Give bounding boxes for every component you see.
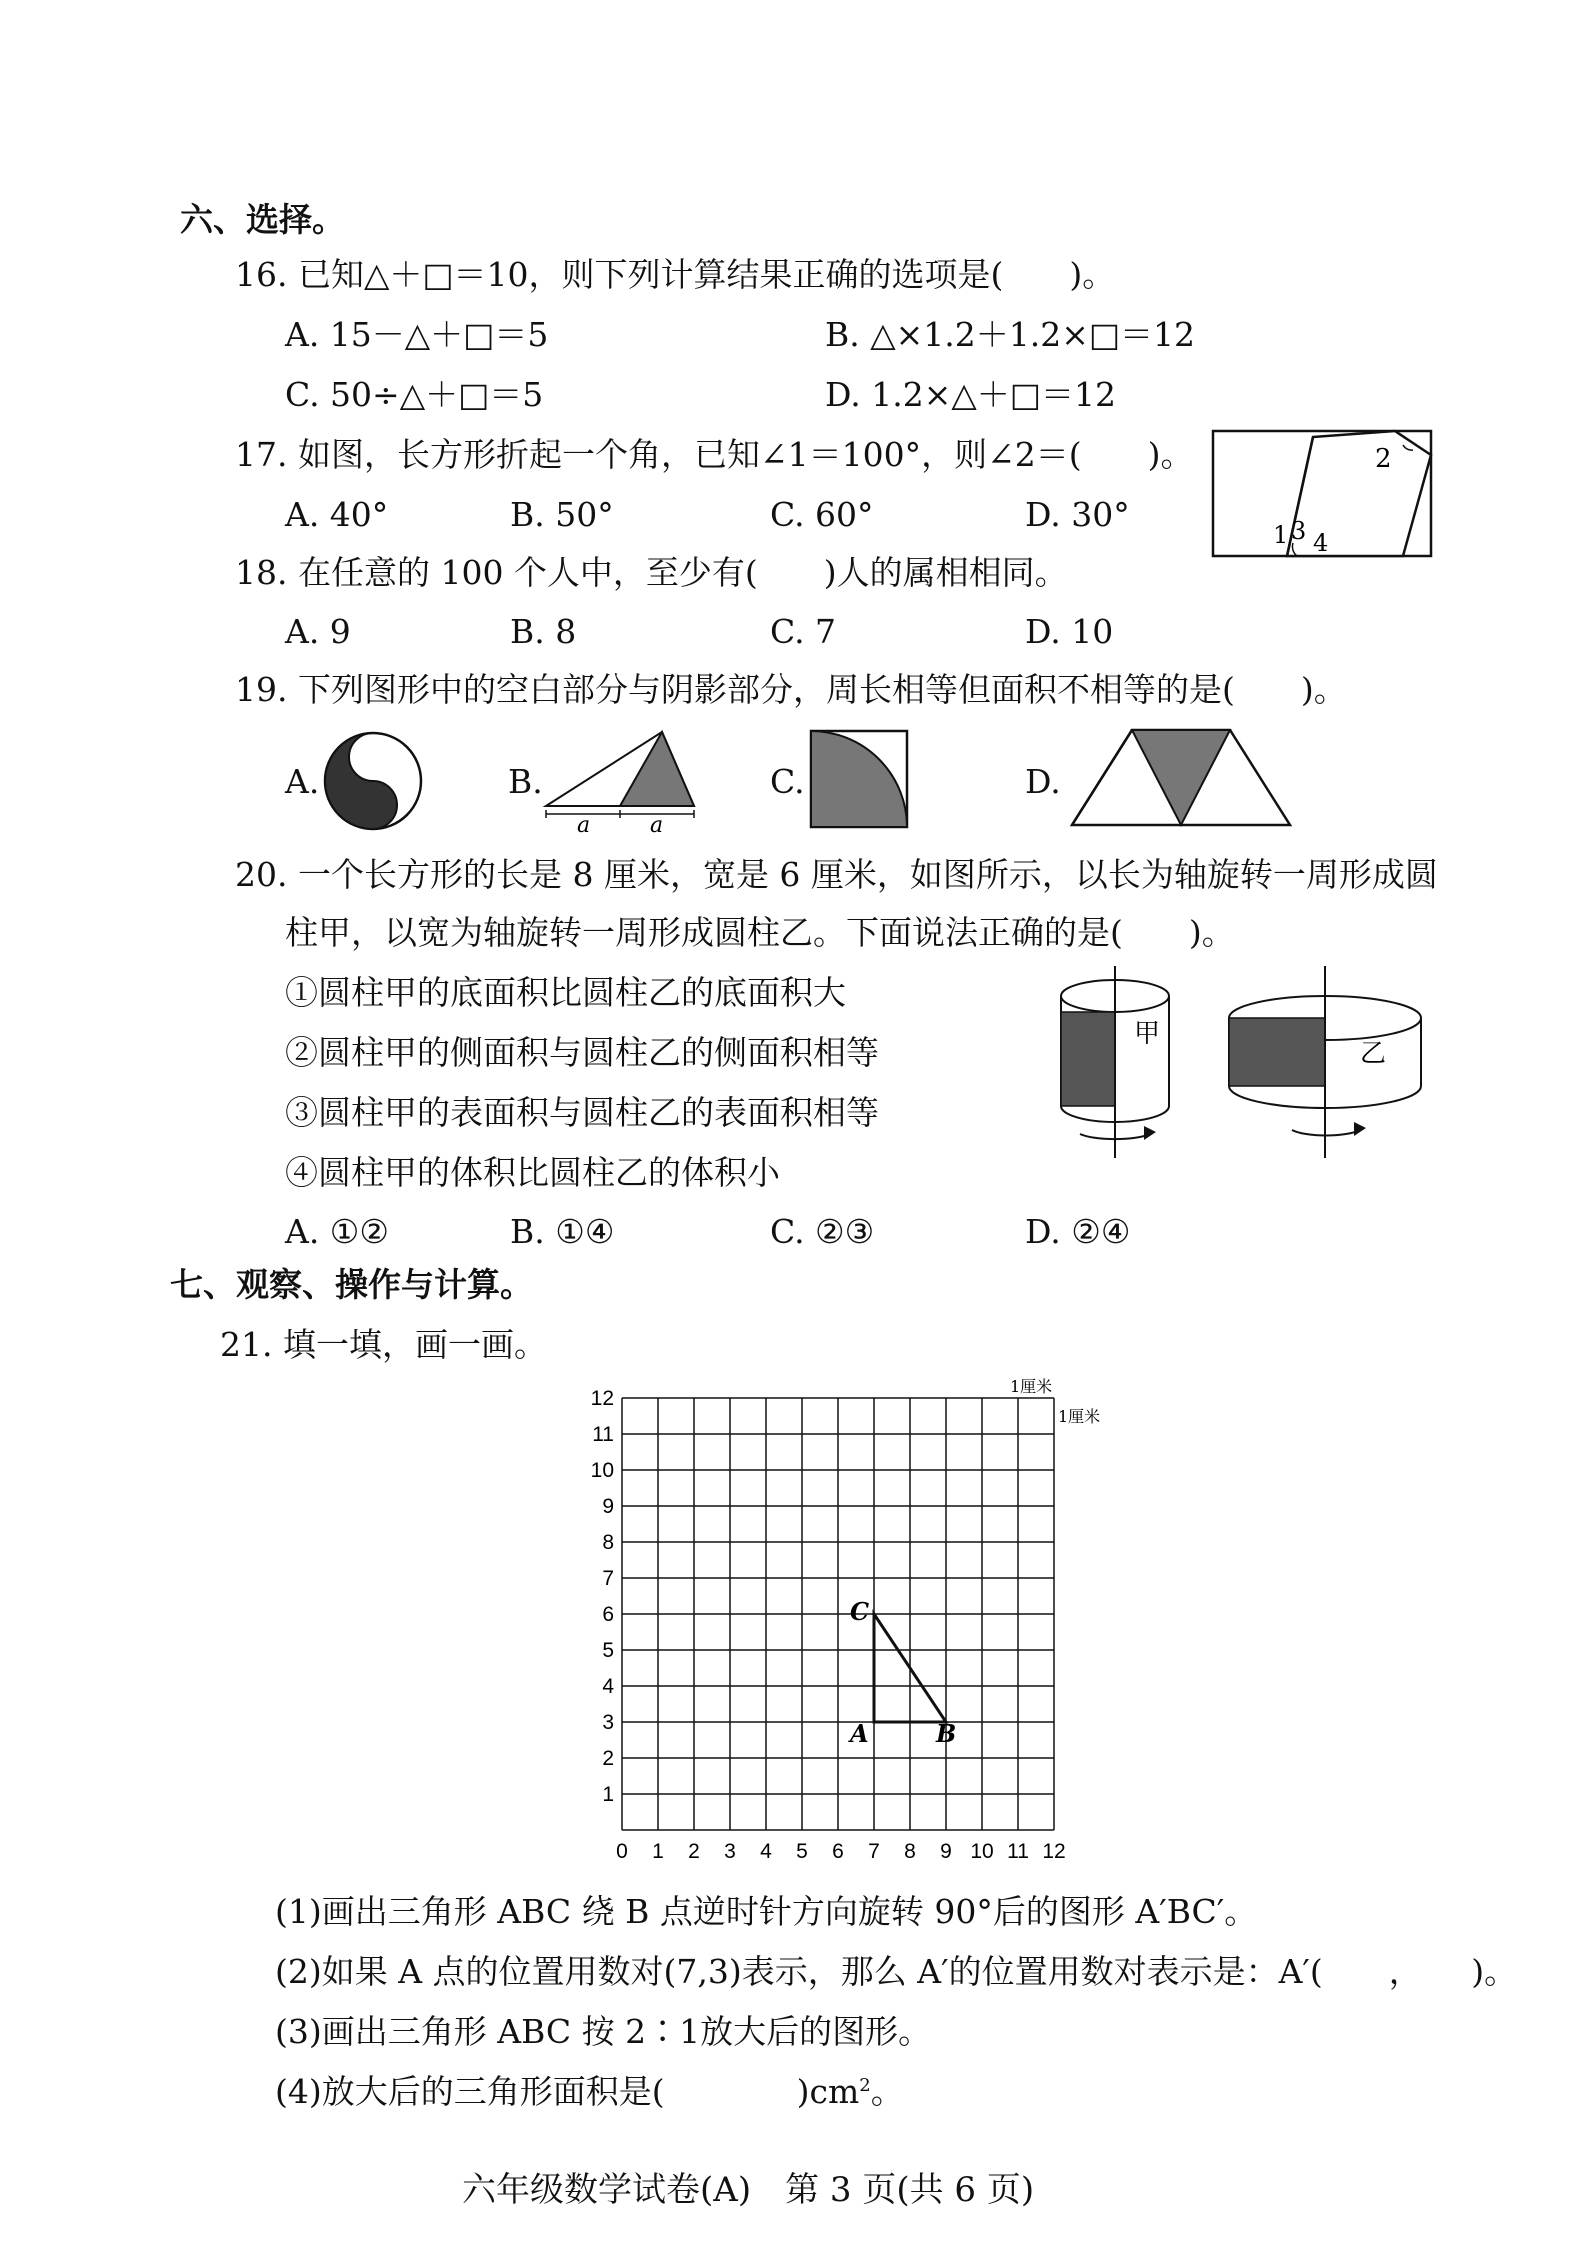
q19-option-d: D. (1025, 762, 1061, 801)
q16-option-a: A. 15－△＋□＝5 (285, 315, 549, 354)
q17-folded-rectangle-figure (1205, 425, 1440, 560)
q18-option-a: A. 9 (285, 612, 351, 651)
q17-angle-3-label: 3 (1291, 517, 1307, 545)
q19-b-label-a-left: a (577, 813, 591, 834)
q19-option-a: A. (285, 762, 320, 801)
q19-stem: 19. 下列图形中的空白部分与阴影部分，周长相等但面积不相等的是( )。 (235, 670, 1347, 709)
q21-part4-text: (4)放大后的三角形面积是( )cm (275, 2072, 860, 2111)
q20-cylinder-yi-figure (1220, 962, 1430, 1162)
q17-angle-1-label: 1 (1273, 521, 1289, 549)
x-tick-label: 1 (652, 1840, 664, 1863)
q16-option-b: B. △×1.2＋1.2×□＝12 (825, 315, 1196, 354)
x-tick-label: 6 (832, 1840, 844, 1863)
q21-part4 (275, 2072, 904, 2112)
q16-option-c: C. 50÷△＋□＝5 (285, 375, 544, 414)
q18-option-b: B. 8 (510, 612, 577, 651)
q18-option-d: D. 10 (1025, 612, 1114, 651)
q17-angle-2-label: 2 (1375, 444, 1392, 474)
q20-cylinder-jia-figure (1040, 962, 1190, 1162)
x-tick-label: 3 (724, 1840, 736, 1863)
y-tick-label: 2 (602, 1747, 614, 1770)
point-label-c: C (850, 1597, 870, 1626)
q19-b-triangles-figure (540, 726, 700, 834)
q21-part1: (1)画出三角形 ABC 绕 B 点逆时针方向旋转 90°后的图形 A′BC′。 (275, 1892, 1258, 1931)
q19-option-b: B. (508, 762, 543, 801)
x-tick-label: 2 (688, 1840, 700, 1863)
point-label-b: B (936, 1719, 957, 1748)
q20-option-b: B. ①④ (510, 1212, 615, 1251)
q21-part2: (2)如果 A 点的位置用数对(7,3)表示，那么 A′的位置用数对表示是：A′( ， )。 (275, 1952, 1518, 1991)
x-tick-label: 8 (904, 1840, 916, 1863)
q20-statement-2: ②圆柱甲的侧面积与圆柱乙的侧面积相等 (285, 1033, 879, 1072)
y-tick-label: 10 (590, 1459, 614, 1482)
unit-label-top: 1厘米 (1010, 1377, 1053, 1396)
q21-part4-superscript: 2 (859, 2075, 871, 2096)
q18-stem: 18. 在任意的 100 个人中，至少有( )人的属相相同。 (235, 553, 1068, 592)
y-tick-label: 6 (602, 1603, 614, 1626)
q20-option-a: A. ①② (285, 1212, 389, 1251)
point-label-a: A (850, 1719, 869, 1748)
q20-cylinder-yi-label: 乙 (1360, 1039, 1387, 1069)
q16-option-d: D. 1.2×△＋□＝12 (825, 375, 1116, 414)
q20-option-c: C. ②③ (770, 1212, 875, 1251)
y-tick-label: 7 (602, 1567, 614, 1590)
q16-stem: 16. 已知△＋□＝10，则下列计算结果正确的选项是( )。 (235, 255, 1116, 294)
q21-stem: 21. 填一填，画一画。 (220, 1325, 547, 1364)
q20-statement-4: ④圆柱甲的体积比圆柱乙的体积小 (285, 1153, 780, 1192)
q17-option-b: B. 50° (510, 495, 614, 534)
q20-statement-3: ③圆柱甲的表面积与圆柱乙的表面积相等 (285, 1093, 879, 1132)
x-tick-label: 11 (1007, 1840, 1029, 1863)
q20-cylinder-jia-label: 甲 (1134, 1019, 1161, 1049)
y-tick-label: 1 (602, 1783, 614, 1806)
q17-option-a: A. 40° (285, 495, 389, 534)
x-tick-label: 9 (940, 1840, 952, 1863)
x-tick-label: 10 (970, 1840, 994, 1863)
y-tick-label: 5 (602, 1639, 614, 1662)
q21-coordinate-grid (570, 1370, 1130, 1870)
unit-label-right: 1厘米 (1058, 1407, 1101, 1426)
x-tick-label: 5 (796, 1840, 808, 1863)
q18-option-c: C. 7 (770, 612, 837, 651)
section7-title: 七、观察、操作与计算。 (170, 1265, 533, 1304)
q17-angle-4-label: 4 (1313, 529, 1329, 557)
q19-option-c: C. (770, 762, 805, 801)
q20-statement-1: ①圆柱甲的底面积比圆柱乙的底面积大 (285, 973, 846, 1012)
x-tick-label: 0 (616, 1840, 628, 1863)
q20-stem-line1: 20. 一个长方形的长是 8 厘米，宽是 6 厘米，如图所示，以长为轴旋转一周形成圆 (235, 855, 1438, 894)
page-footer: 六年级数学试卷(A) 第 3 页(共 6 页) (462, 2170, 1035, 2210)
y-tick-label: 12 (590, 1387, 614, 1410)
y-tick-label: 9 (602, 1495, 614, 1518)
x-tick-label: 12 (1042, 1840, 1066, 1863)
q19-d-triangles-figure (1068, 726, 1294, 830)
q20-stem-line2: 柱甲，以宽为轴旋转一周形成圆柱乙。下面说法正确的是( )。 (285, 913, 1235, 952)
q19-c-quarter-circle-figure (808, 728, 912, 832)
q19-b-label-a-right: a (650, 813, 664, 834)
q21-part4-end: 。 (870, 2072, 904, 2111)
y-tick-label: 11 (592, 1423, 614, 1446)
y-tick-label: 3 (602, 1711, 614, 1734)
q19-a-yin-yang-figure (322, 730, 424, 832)
y-tick-label: 8 (602, 1531, 614, 1554)
x-tick-label: 7 (868, 1840, 880, 1863)
section6-title: 六、选择。 (180, 200, 345, 239)
q17-option-d: D. 30° (1025, 495, 1130, 534)
q17-stem: 17. 如图，长方形折起一个角，已知∠1＝100°，则∠2＝( )。 (235, 435, 1194, 474)
q21-part3: (3)画出三角形 ABC 按 2∶1放大后的图形。 (275, 2012, 932, 2051)
y-tick-label: 4 (602, 1675, 614, 1698)
x-tick-label: 4 (760, 1840, 772, 1863)
q17-option-c: C. 60° (770, 495, 874, 534)
q20-option-d: D. ②④ (1025, 1212, 1131, 1251)
